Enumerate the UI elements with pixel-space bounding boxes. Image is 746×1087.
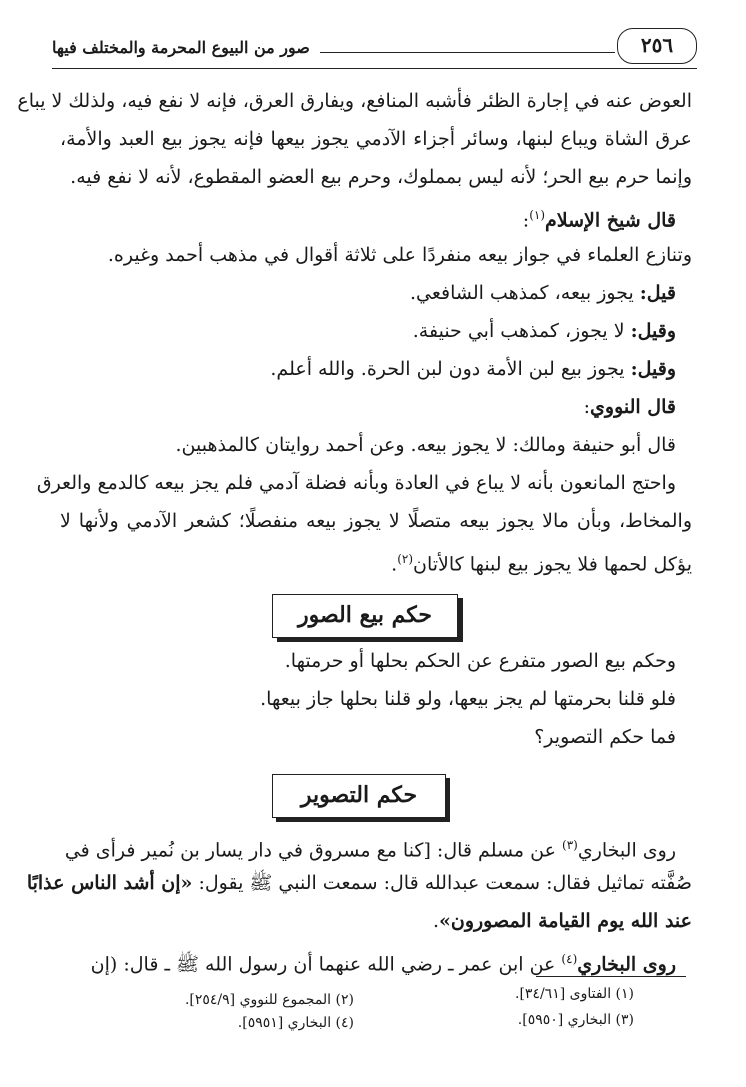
narrator: روى البخاري (577, 953, 676, 976)
page-header (52, 24, 697, 70)
footnote-3: (٣) البخاري [٥٩٥٠]. (517, 1012, 634, 1028)
text-line (60, 902, 692, 940)
text-line: فما حكم التصوير؟ (534, 726, 676, 748)
section-heading-image-making: حكم التصوير (272, 774, 446, 818)
hadith-text: «إن أشد الناس عذابًا (26, 872, 193, 894)
opinion-label: قيل: (639, 282, 676, 304)
period: . (432, 910, 439, 932)
text-line: واحتج المانعون بأنه لا يباع في العادة وبأنه فضلة آدمي فلم يجز بيعه كالدمع والعرق (36, 472, 676, 494)
opinion-label: وقيل: (630, 358, 676, 380)
colon: : (583, 396, 591, 418)
header-rule (320, 52, 615, 53)
opinion-text: لا يجوز، كمذهب أبي حنيفة. (412, 320, 631, 342)
page-number: ٢٥٦ (617, 28, 697, 64)
text-line: فلو قلنا بحرمتها لم يجز بيعها، ولو قلنا بحلها جاز بيعها. (260, 688, 676, 710)
line-text: يؤكل لحمها فلا يجوز بيع لبنها كالأتان (413, 553, 692, 576)
quote-heading-ibn-taymiyyah (60, 196, 692, 239)
opinion-line (60, 350, 692, 388)
footnote-2: (٢) المجموع للنووي [٢٥٤/٩]. (184, 992, 354, 1008)
hadith-text: عند الله يوم القيامة المصورون» (438, 910, 692, 932)
text-line: عرق الشاة ويباع لبنها، وسائر أجزاء الآدمي يجوز بيعها فإنه يجوز بيع العبد والأمة، (60, 128, 692, 150)
footnote-4: (٤) البخاري [٥٩٥١]. (237, 1015, 354, 1031)
text-line (26, 864, 692, 902)
quote-heading-nawawi (60, 388, 692, 426)
footnote-ref: (٣) (562, 838, 578, 852)
text-line: العوض عنه في إجارة الظئر فأشبه المنافع، ويفارق العرق، فإنه لا نفع فيه، ولذلك لا يباع (17, 90, 692, 112)
opinion-text: يجوز بيعه، كمذهب الشافعي. (409, 282, 640, 304)
text-line (60, 540, 692, 583)
narrator: روى البخاري (577, 839, 676, 862)
narration-text: عن مسلم قال: [كنا مع مسروق في دار يسار بن نُمير فرأى في (64, 839, 562, 862)
colon: : (522, 209, 530, 232)
text-line: قال أبو حنيفة ومالك: لا يجوز بيعه. وعن أحمد روايتان كالمذهبين. (175, 434, 676, 456)
opinion-text: يجوز بيع لبن الأمة دون لبن الحرة. والله أعلم. (270, 358, 631, 380)
footnote-1: (١) الفتاوى [٣٤/٦١]. (515, 986, 634, 1002)
footnote-ref: (١) (529, 208, 546, 222)
speaker-label: قال النووي (590, 396, 676, 418)
narration-text: صُفَّته تماثيل فقال: سمعت عبدالله قال: سمعت النبي ﷺ يقول: (192, 872, 692, 894)
period: . (391, 553, 398, 576)
text-line: وحكم بيع الصور متفرع عن الحكم بحلها أو حرمتها. (284, 650, 676, 672)
narration-text: عن ابن عمر ـ رضي الله عنهما أن رسول الله ﷺ ـ قال: (إن (90, 953, 562, 976)
text-line: وتنازع العلماء في جواز بيعه منفردًا على ثلاثة أقوال في مذهب أحمد وغيره. (107, 244, 692, 266)
text-line (60, 826, 692, 869)
footnote-ref: (٢) (397, 552, 414, 566)
speaker-label: قال شيخ الإسلام (545, 209, 676, 232)
section-heading-sale-of-images: حكم بيع الصور (272, 594, 458, 638)
header-underline (52, 68, 697, 69)
footnote-separator (536, 976, 686, 977)
opinion-line (60, 312, 692, 350)
text-line: والمخاط، وبأن مالا يجوز بيعه متصلًا لا يجوز بيعه منفصلًا؛ كشعر الآدمي ولأنها لا (60, 510, 692, 532)
text-line: وإنما حرم بيع الحر؛ لأنه ليس بمملوك، وحرم بيع العضو المقطوع، لأنه لا نفع فيه. (70, 166, 692, 188)
running-title: صور من البيوع المحرمة والمختلف فيها (52, 38, 310, 57)
opinion-label: وقيل: (630, 320, 676, 342)
footnote-ref: (٤) (561, 952, 578, 966)
opinion-line (60, 274, 692, 312)
